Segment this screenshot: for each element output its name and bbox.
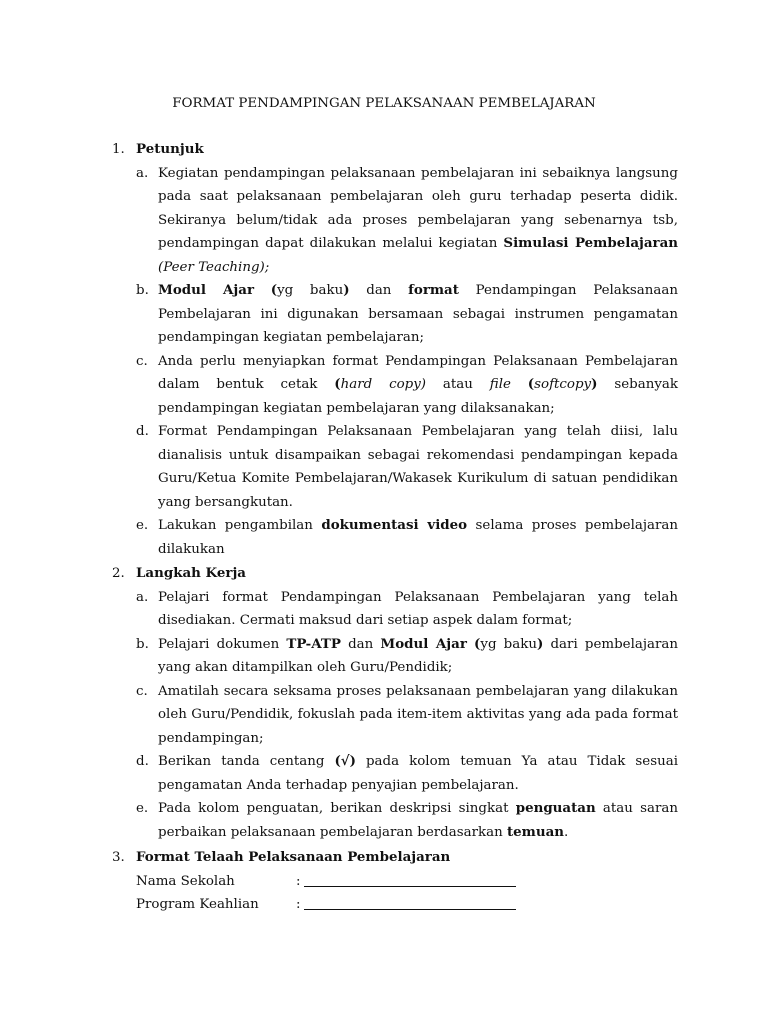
- section-heading: 1. Petunjuk: [112, 141, 204, 157]
- list-item: b. Pelajari dokumen TP-ATP dan Modul Ajar (yg baku) dari pembelajaran yang akan ditampilkan oleh Guru/Pendidik;: [136, 635, 678, 675]
- list-item: e. Pada kolom penguatan, berikan deskripsi singkat penguatan atau saran perbaikan pelaksanaan pembelajaran berdasarkan temuan.: [136, 800, 678, 840]
- document-title: FORMAT PENDAMPINGAN PELAKSANAAN PEMBELAJARAN: [172, 96, 596, 111]
- list-item: b. Modul Ajar (yg baku) dan format Pendampingan Pelaksanaan Pembelajaran ini digunakan bersamaan sebagai instrumen pengamatan pendampingan kegiatan pembelajaran;: [136, 282, 678, 345]
- list-item: e. Lakukan pengambilan dokumentasi video selama proses pembelajaran dilakukan: [136, 517, 678, 557]
- list-item: c. Amatilah secara seksama proses pelaksanaan pembelajaran yang dilakukan oleh Guru/Pendidik, fokuslah pada item-item aktivitas yang ada pada format pendampingan;: [136, 683, 678, 746]
- section-heading: 3. Format Telaah Pelaksanaan Pembelajaran: [112, 849, 451, 865]
- nama-sekolah-blank[interactable]: [304, 870, 516, 887]
- list-item: c. Anda perlu menyiapkan format Pendampingan Pelaksanaan Pembelajaran dalam bentuk cetak (hard copy) atau file (softcopy) sebanyak pendampingan kegiatan pembelajaran yang dilaksanakan;: [136, 353, 678, 416]
- section-petunjuk: [112, 138, 678, 561]
- program-keahlian-field: Program Keahlian :: [136, 893, 678, 917]
- list-item: a. Pelajari format Pendampingan Pelaksanaan Pembelajaran yang telah disediakan. Cermati maksud dari setiap aspek dalam format;: [136, 589, 678, 628]
- section-format-telaah: [112, 846, 678, 917]
- section-langkah-kerja: [112, 562, 678, 844]
- list-item: d. Format Pendampingan Pelaksanaan Pembelajaran yang telah diisi, lalu dianalisis untuk disampaikan sebagai rekomendasi pendampingan kepada Guru/Ketua Komite Pembelajaran/Wakasek Kurikulum di satuan pendidikan yang bersangkutan.: [136, 424, 678, 510]
- section-heading: 2. Langkah Kerja: [112, 565, 246, 581]
- list-item: a. Kegiatan pendampingan pelaksanaan pembelajaran ini sebaiknya langsung pada saat pelaksanaan pembelajaran oleh guru terhadap peserta didik. Sekiranya belum/tidak ada proses pembelajaran yang sebenarnya tsb, pendampingan dapat dilakukan melalui kegiatan Simulasi Pembelajaran (Peer Teaching);: [136, 165, 678, 275]
- list-item: d. Berikan tanda centang (√) pada kolom temuan Ya atau Tidak sesuai pengamatan Anda terhadap penyajian pembelajaran.: [136, 753, 678, 793]
- nama-sekolah-field: Nama Sekolah :: [136, 870, 678, 894]
- program-keahlian-blank[interactable]: [304, 893, 516, 910]
